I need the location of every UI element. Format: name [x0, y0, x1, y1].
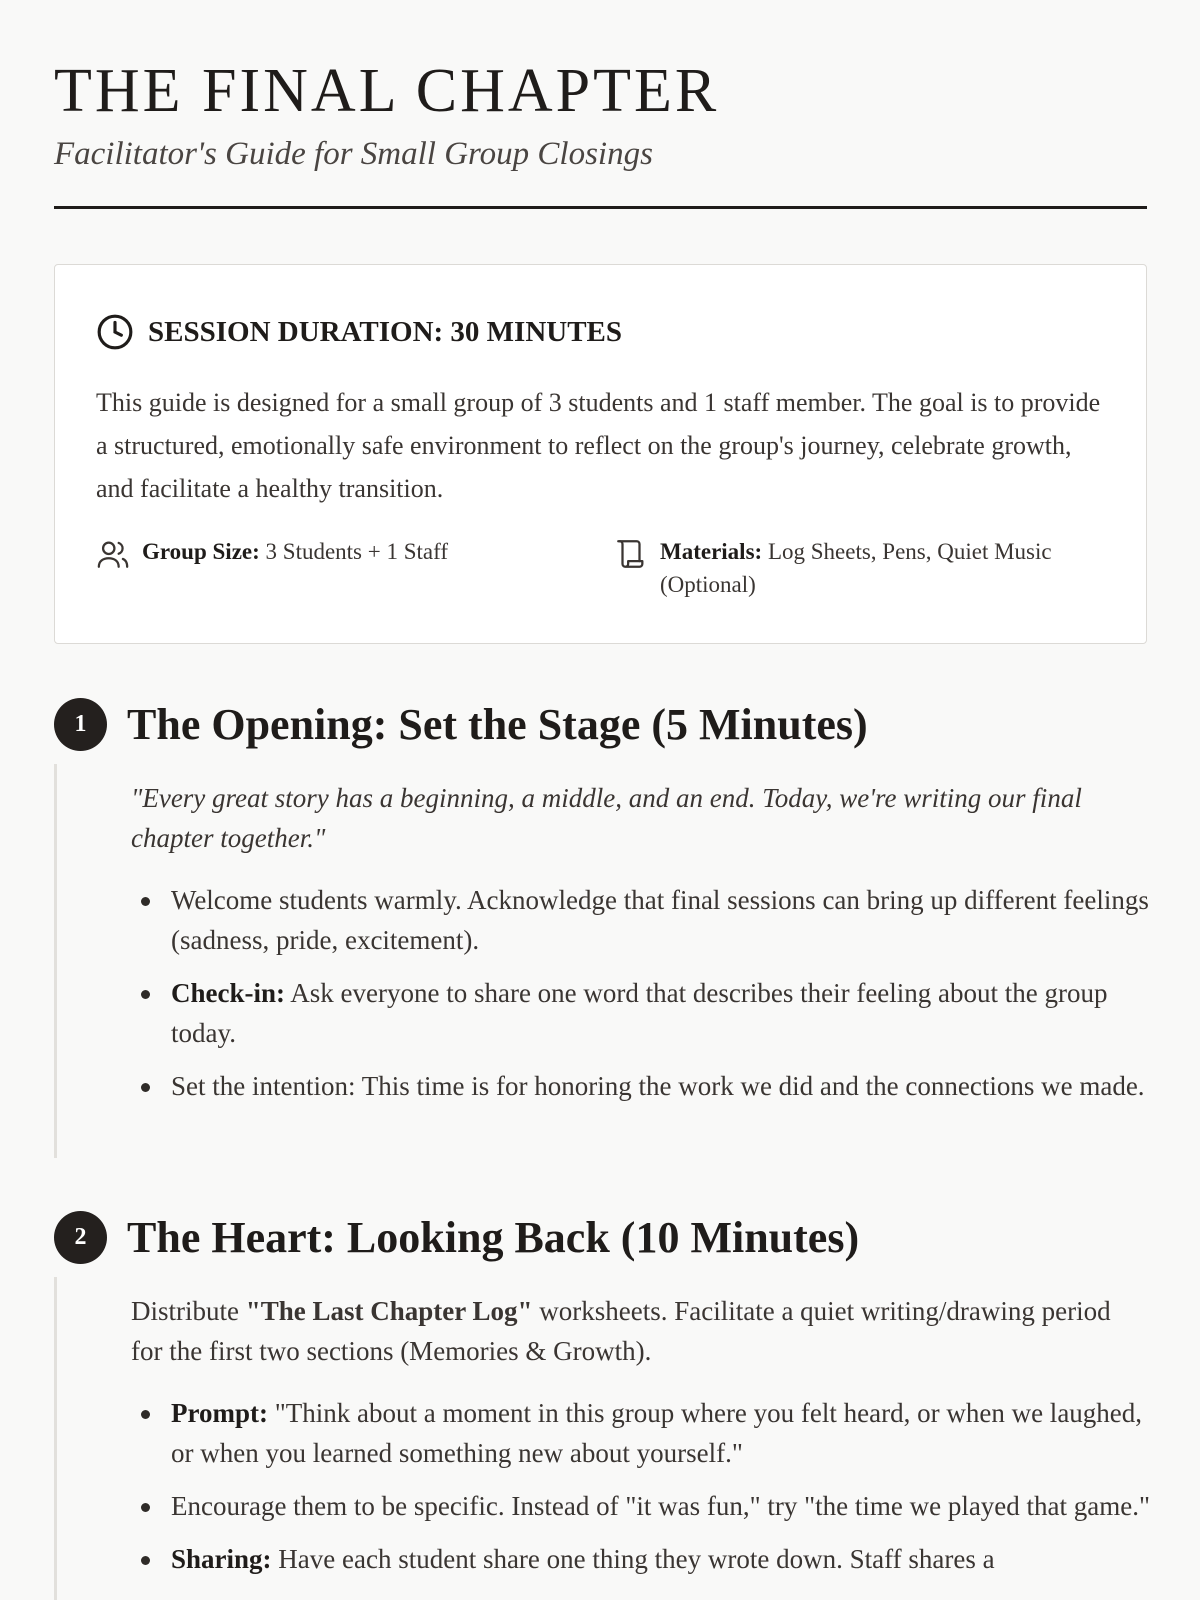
list-item: Encourage them to be specific. Instead of "it was fun," try "the time we played that game." [131, 1486, 1151, 1526]
session-overview-card [54, 264, 1147, 644]
list-item: Welcome students warmly. Acknowledge that final sessions can bring up different feelings (sadness, pride, excitement). [131, 880, 1151, 960]
session-duration-row [96, 313, 622, 351]
section-2-bullets [131, 1393, 1151, 1579]
scroll-icon [614, 537, 648, 571]
section-1-body [54, 764, 1147, 1158]
section-quote: "Every great story has a beginning, a middle, and an end. Today, we're writing our final chapter together." [131, 783, 1082, 853]
session-duration: SESSION DURATION: 30 MINUTES [148, 315, 623, 348]
section-intro: Distribute "The Last Chapter Log" worksheets. Facilitate a quiet writing/drawing period for the first two sections (Memories & Growth). [131, 1296, 1111, 1366]
users-icon [96, 537, 130, 571]
section-1-bullets [131, 880, 1147, 1106]
section-2-header [54, 1211, 859, 1264]
page-subtitle: Facilitator's Guide for Small Group Closings [54, 136, 653, 172]
list-item: Set the intention: This time is for honoring the work we did and the connections we made. [131, 1066, 1151, 1106]
section-1-header [54, 698, 868, 751]
list-item: Check-in: Ask everyone to share one word that describes their feeling about the group today. [131, 973, 1151, 1053]
section-title: The Heart: Looking Back (10 Minutes) [127, 1213, 860, 1262]
section-number-badge: 1 [54, 698, 107, 751]
list-item: Prompt: "Think about a moment in this group where you felt heard, or when we laughed, or when you learned something new about yourself." [131, 1393, 1151, 1473]
page-title: THE FINAL CHAPTER [54, 57, 720, 125]
section-title: The Opening: Set the Stage (5 Minutes) [127, 700, 868, 749]
group-size-info [96, 535, 566, 571]
section-number-badge: 2 [54, 1211, 107, 1264]
materials-info [614, 535, 1114, 601]
header-divider [54, 206, 1147, 209]
section-2-body [54, 1277, 1151, 1600]
group-size-value: 3 Students + 1 Staff [265, 539, 449, 564]
materials-label: Materials: [660, 539, 763, 564]
list-item: Sharing: Have each student share one thing they wrote down. Staff shares a [131, 1539, 1151, 1579]
session-description: This guide is designed for a small group of 3 students and 1 staff member. The goal is to provide a structured, emotionally safe environment to reflect on the group's journey, celebrate growth, and facilitate a healthy transition. [96, 388, 1101, 503]
clock-icon [96, 313, 134, 351]
worksheet-name: "The Last Chapter Log" [245, 1296, 533, 1326]
materials-value: Log Sheets, Pens, Quiet Music (Optional) [660, 539, 1052, 597]
group-size-label: Group Size: [142, 539, 260, 564]
